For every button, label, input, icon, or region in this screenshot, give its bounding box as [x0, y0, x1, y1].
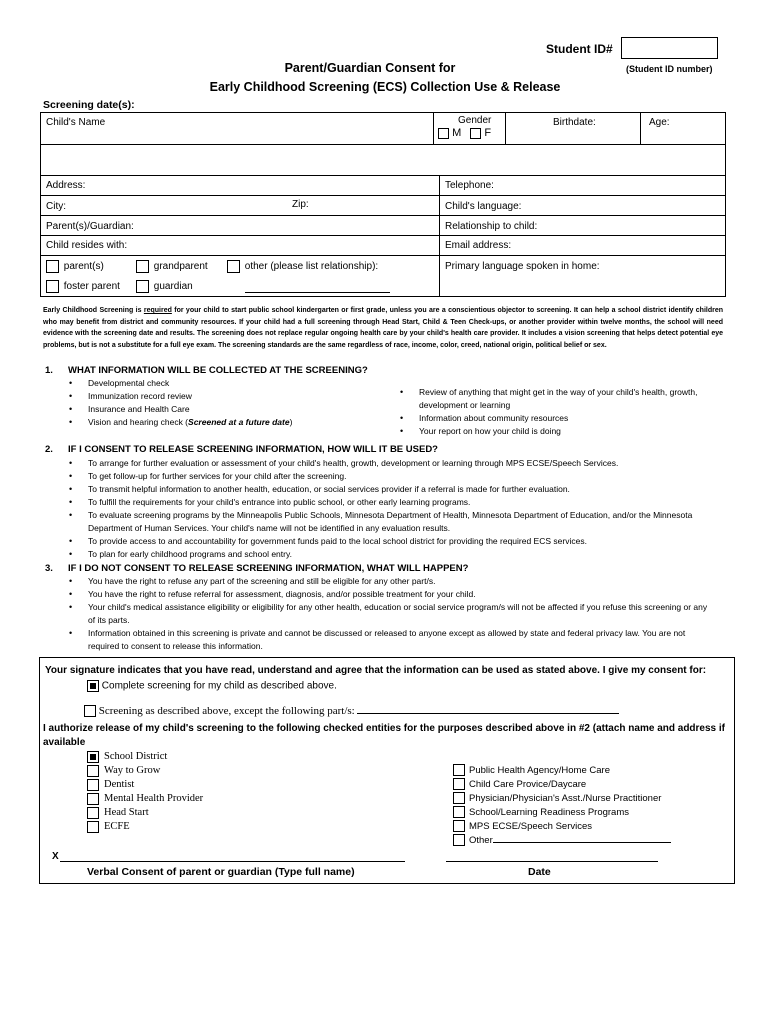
school-district-checkbox[interactable]	[87, 751, 99, 763]
list-item: • Immunization record review	[66, 390, 366, 403]
student-id-label: Student ID#	[546, 42, 613, 56]
gender-male-checkbox[interactable]	[438, 128, 449, 139]
verbal-consent-label: Verbal Consent of parent or guardian (Type full name)	[87, 866, 355, 878]
list-item: MPS ECSE/Speech Services	[453, 820, 671, 834]
except-parts-line[interactable]	[357, 713, 619, 714]
address-label: Address:	[46, 180, 86, 191]
zip-label: Zip:	[292, 199, 309, 210]
intro-paragraph: Early Childhood Screening is required for your child to start public school kindergarten or first grade, unless you are a conscientious objector to screening. It can help a school district identify children who may benefit from district and community resources. If your child had a full screening through Head Start, Child & Teen Check-ups, or another provider within twelve months, the school will need evidence with the screening date and results. The screening does not replace regular ongoing health care by your child's health care provider. It includes a vision screening that helps detect potential eye problems, but is not a substitute for a full eye exam. The screening standards are the same regardless of race, income, color, creed, national origin, political belief or sex.	[43, 307, 723, 349]
list-item: ECFE	[87, 820, 203, 834]
except-screening-checkbox[interactable]	[84, 705, 96, 717]
list-item: Other	[453, 834, 671, 848]
gender-female-checkbox[interactable]	[470, 128, 481, 139]
list-item: • Your report on how your child is doing	[397, 425, 717, 438]
list-item: Child Care Provice/Daycare	[453, 778, 671, 792]
date-label: Date	[528, 866, 551, 878]
list-item: • To get follow-up for further services for your child after the screening.	[66, 470, 716, 483]
city-label: City:	[46, 201, 66, 212]
gender-male-label: M	[452, 127, 462, 139]
resides-foster-checkbox[interactable]	[46, 280, 59, 293]
list-item: • Developmental check	[66, 377, 366, 390]
list-item: • You have the right to refuse referral for assessment, diagnosis, and/or possible treatment for your child.	[66, 588, 716, 601]
authorize-statement: I authorize release of my child's screening to the following checked entities for the purposes described above in #2 (attach name and address if available	[43, 723, 726, 748]
list-item: • To fulfill the requirements for your child's entrance into public school, or other early learning programs.	[66, 496, 716, 509]
list-item: Way to Grow	[87, 764, 203, 778]
section2-heading: IF I CONSENT TO RELEASE SCREENING INFORMATION, HOW WILL IT BE USED?	[68, 444, 438, 455]
ecfe-checkbox[interactable]	[87, 821, 99, 833]
other-checkbox[interactable]	[453, 834, 465, 846]
list-item: • You have the right to refuse any part of the screening and still be eligible for any other part/s.	[66, 575, 716, 588]
section2-list	[66, 457, 716, 561]
resides-guardian-checkbox[interactable]	[136, 280, 149, 293]
list-item: • Information obtained in this screening is private and cannot be discussed or released to anyone except as allowed by state and federal privacy law. You are not required to consent to release this information.	[66, 627, 716, 653]
relationship-label: Relationship to child:	[445, 221, 538, 232]
section3-number: 3.	[45, 563, 53, 574]
resides-guardian-label: guardian	[153, 281, 193, 293]
student-id-caption: (Student ID number)	[626, 64, 713, 74]
list-item: • Review of anything that might get in the way of your child's health, growth, development or learning	[397, 386, 717, 412]
resides-parents-label: parent(s)	[63, 261, 104, 273]
resides-with-label: Child resides with:	[46, 240, 128, 251]
list-item: • Information about community resources	[397, 412, 717, 425]
gender-female-label: F	[484, 127, 492, 139]
section1-heading: WHAT INFORMATION WILL BE COLLECTED AT THE SCREENING?	[68, 365, 368, 376]
list-item: • Vision and hearing check (Screened at a future date)	[66, 416, 366, 429]
left-entities-list	[87, 750, 203, 834]
signature-line[interactable]	[60, 861, 405, 862]
list-item: • To provide access to and accountability for government funds paid to the local school district for providing the required ECS services.	[66, 535, 716, 548]
list-item: Public Health Agency/Home Care	[453, 764, 671, 778]
complete-screening-label: Complete screening for my child as described above.	[101, 680, 337, 692]
childs-name-label: Child's Name	[46, 117, 106, 128]
resides-other-label: other (please list relationship):	[244, 261, 379, 273]
signature-statement: Your signature indicates that you have read, understand and agree that the information can be used as stated above. I give my consent for:	[45, 665, 707, 676]
list-item: School District	[87, 750, 203, 764]
date-line[interactable]	[446, 861, 658, 862]
list-item: • Insurance and Health Care	[66, 403, 366, 416]
student-id-input[interactable]	[621, 37, 718, 59]
birthdate-label: Birthdate:	[553, 117, 596, 128]
list-item: • To plan for early childhood programs and school entry.	[66, 548, 716, 561]
complete-screening-checkbox[interactable]	[87, 680, 99, 692]
list-item: Mental Health Provider	[87, 792, 203, 806]
list-item: • To arrange for further evaluation or assessment of your child's health, growth, development or learning through MPS ECSE/Speech Services.	[66, 457, 716, 470]
list-item: Physician/Physician's Asst./Nurse Practitioner	[453, 792, 671, 806]
other-relationship-line[interactable]	[245, 292, 390, 293]
dentist-checkbox[interactable]	[87, 779, 99, 791]
section1-left-list	[66, 377, 366, 429]
list-item: School/Learning Readiness Programs	[453, 806, 671, 820]
telephone-label: Telephone:	[445, 180, 494, 191]
list-item: Dentist	[87, 778, 203, 792]
section1-number: 1.	[45, 365, 53, 376]
resides-other-checkbox[interactable]	[227, 260, 240, 273]
form-title-line2: Early Childhood Screening (ECS) Collection Use & Release	[209, 80, 561, 94]
parents-guardian-label: Parent(s)/Guardian:	[46, 221, 134, 232]
section3-heading: IF I DO NOT CONSENT TO RELEASE SCREENING INFORMATION, WHAT WILL HAPPEN?	[68, 563, 469, 574]
x-mark: X	[52, 851, 59, 862]
gender-label: Gender	[458, 115, 492, 126]
right-entities-list	[453, 764, 671, 848]
age-label: Age:	[649, 117, 670, 128]
public-health-checkbox[interactable]	[453, 764, 465, 776]
form-title-line1: Parent/Guardian Consent for	[284, 61, 456, 75]
email-label: Email address:	[445, 240, 512, 251]
other-entity-line[interactable]	[493, 842, 671, 843]
primary-language-label: Primary language spoken in home:	[445, 261, 600, 272]
resides-foster-label: foster parent	[63, 281, 120, 293]
section1-right-list	[397, 386, 717, 438]
resides-parents-checkbox[interactable]	[46, 260, 59, 273]
mps-ecse-checkbox[interactable]	[453, 820, 465, 832]
except-screening-label: Screening as described above, except the following part/s:	[98, 705, 355, 717]
mental-health-checkbox[interactable]	[87, 793, 99, 805]
list-item: • Your child's medical assistance eligibility or eligibility for any other health, education or social service program/s will not be affected if you refuse this screening or any of its parts.	[66, 601, 716, 627]
section2-number: 2.	[45, 444, 53, 455]
childs-language-label: Child's language:	[445, 201, 522, 212]
head-start-checkbox[interactable]	[87, 807, 99, 819]
resides-grandparent-checkbox[interactable]	[136, 260, 149, 273]
school-learning-checkbox[interactable]	[453, 806, 465, 818]
child-care-checkbox[interactable]	[453, 778, 465, 790]
list-item: • To evaluate screening programs by the Minneapolis Public Schools, Minnesota Department of Health, Minnesota Department of Education, and/or the Minnesota Department of Human Services. Your child's name will not be identified in any evaluation results.	[66, 509, 716, 535]
way-to-grow-checkbox[interactable]	[87, 765, 99, 777]
section3-list	[66, 575, 716, 653]
list-item: • To transmit helpful information to another health, education, or social services provider if a referral is made for further evaluation.	[66, 483, 716, 496]
list-item: Head Start	[87, 806, 203, 820]
screening-dates-label: Screening date(s):	[43, 99, 135, 111]
resides-grandparent-label: grandparent	[153, 261, 208, 273]
physician-checkbox[interactable]	[453, 792, 465, 804]
